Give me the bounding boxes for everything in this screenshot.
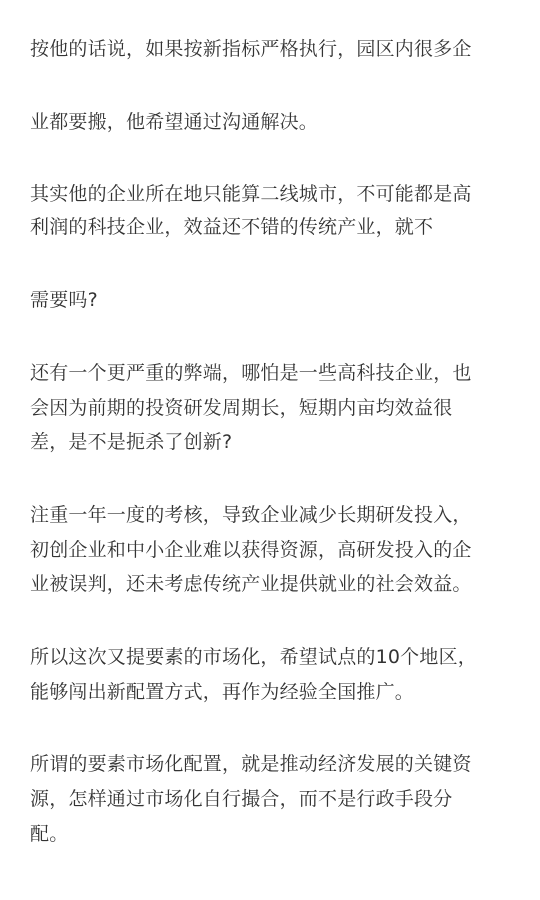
text-line: 还有一个更严重的弊端，哪怕是一些高科技企业，也	[30, 362, 472, 384]
text-line: 业都要搬，他希望通过沟通解决。	[30, 111, 319, 133]
text-line: 利润的科技企业，效益还不错的传统产业，就不	[30, 216, 434, 238]
text-line: 其实他的企业所在地只能算二线城市，不可能都是高	[30, 183, 472, 205]
text-line: 所以这次又提要素的市场化，希望试点的10个地区，	[30, 646, 477, 668]
text-line: 注重一年一度的考核，导致企业减少长期研发投入，	[30, 504, 472, 526]
text-line: 差，是不是扼杀了创新?	[30, 431, 233, 453]
text-line: 所谓的要素市场化配置，就是推动经济发展的关键资	[30, 753, 472, 775]
text-line: 业被误判，还未考虑传统产业提供就业的社会效益。	[30, 573, 472, 595]
text-line: 初创企业和中小企业难以获得资源，高研发投入的企	[30, 539, 472, 561]
text-line: 会因为前期的投资研发周期长，短期内亩均效益很	[30, 397, 453, 419]
text-line: 配。	[30, 823, 69, 845]
text-line: 需要吗?	[30, 289, 98, 311]
text-line: 源，怎样通过市场化自行撮合，而不是行政手段分	[30, 788, 453, 810]
text-line: 能够闯出新配置方式，再作为经验全国推广。	[30, 681, 415, 703]
text-line: 按他的话说，如果按新指标严格执行，园区内很多企	[30, 38, 472, 60]
